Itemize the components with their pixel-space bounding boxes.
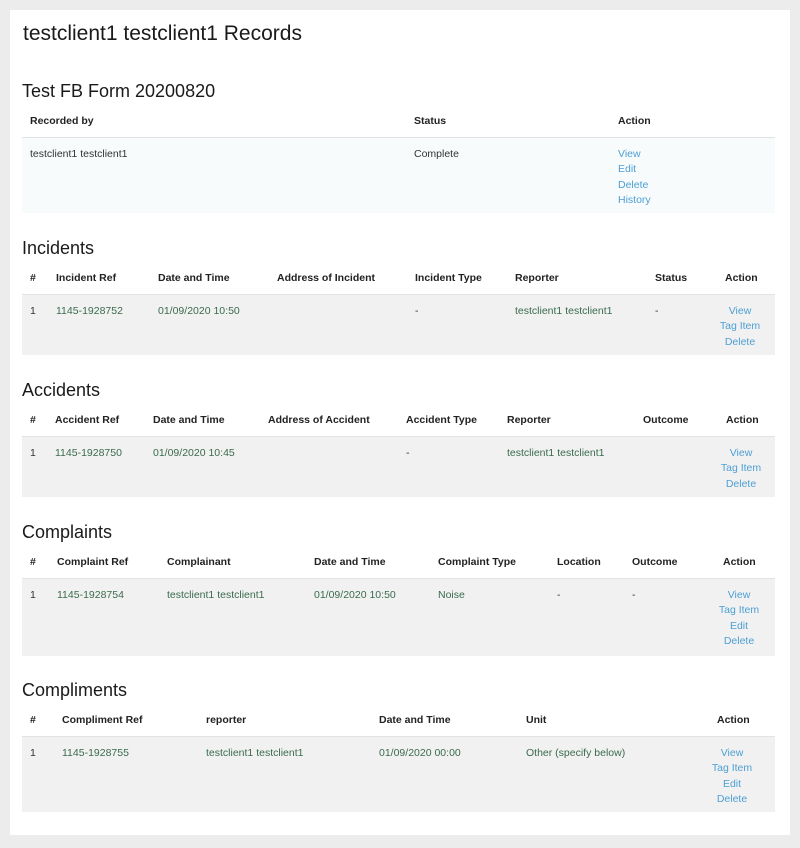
view-link[interactable]: View: [720, 747, 744, 759]
table-header: [22, 405, 775, 437]
accident-type: -: [406, 447, 410, 459]
location: -: [557, 589, 561, 601]
col-address: Address of Accident: [268, 414, 370, 426]
reporter: testclient1 testclient1: [507, 447, 605, 459]
row-number: 1: [30, 747, 36, 759]
table-row: [22, 579, 775, 656]
action-links: [618, 147, 651, 208]
row-number: 1: [30, 305, 36, 317]
row-number: 1: [30, 589, 36, 601]
tag-item-link[interactable]: Tag Item: [719, 320, 761, 333]
col-location: Location: [557, 556, 601, 568]
col-date-time: Date and Time: [153, 414, 225, 426]
edit-link[interactable]: Edit: [618, 163, 637, 176]
compliments-table: [22, 705, 775, 812]
complaint-type: Noise: [438, 589, 465, 601]
table-row: [22, 737, 775, 812]
col-accident-type: Accident Type: [406, 414, 477, 426]
incidents-table: [22, 263, 775, 355]
col-status: Status: [655, 272, 688, 284]
table-header: [22, 705, 775, 737]
col-reporter: Reporter: [515, 272, 559, 284]
row-number: 1: [30, 447, 36, 459]
tag-item-link[interactable]: Tag Item: [711, 762, 753, 775]
incident-ref: 1145-1928752: [56, 305, 123, 317]
col-action: Action: [723, 556, 756, 568]
action-links: [712, 746, 752, 807]
delete-link[interactable]: Delete: [725, 477, 757, 490]
complaint-ref: 1145-1928754: [57, 589, 124, 601]
form-table: [22, 106, 775, 213]
compliments-section: [22, 677, 775, 812]
incident-type: -: [415, 305, 419, 317]
col-complainant: Complainant: [167, 556, 231, 568]
compliment-ref: 1145-1928755: [62, 747, 129, 759]
tag-item-link[interactable]: Tag Item: [718, 604, 760, 617]
reporter: testclient1 testclient1: [515, 305, 613, 317]
col-reporter: Reporter: [507, 414, 551, 426]
history-link[interactable]: History: [618, 193, 651, 206]
date-time: 01/09/2020 00:00: [379, 747, 461, 759]
col-action: Action: [725, 272, 758, 284]
accidents-section: [22, 377, 775, 497]
tag-item-link[interactable]: Tag Item: [720, 462, 762, 475]
delete-link[interactable]: Delete: [724, 335, 756, 348]
col-number: #: [30, 272, 36, 284]
col-incident-ref: Incident Ref: [56, 272, 117, 284]
view-link[interactable]: View: [729, 447, 753, 459]
date-time: 01/09/2020 10:50: [158, 305, 240, 317]
date-time: 01/09/2020 10:50: [314, 589, 396, 601]
date-time: 01/09/2020 10:45: [153, 447, 235, 459]
col-address: Address of Incident: [277, 272, 376, 284]
col-recorded-by: Recorded by: [30, 115, 94, 127]
outcome: -: [632, 589, 636, 601]
incidents-title: Incidents: [22, 238, 95, 258]
col-incident-type: Incident Type: [415, 272, 482, 284]
col-complaint-ref: Complaint Ref: [57, 556, 129, 568]
edit-link[interactable]: Edit: [729, 619, 749, 632]
col-complaint-type: Complaint Type: [438, 556, 516, 568]
compliments-title: Compliments: [22, 680, 128, 700]
records-card: [10, 10, 790, 835]
col-action: Action: [726, 414, 759, 426]
col-outcome: Outcome: [632, 556, 678, 568]
form-title: Test FB Form 20200820: [22, 81, 216, 101]
delete-link[interactable]: Delete: [618, 178, 649, 191]
accidents-title: Accidents: [22, 380, 101, 400]
delete-link[interactable]: Delete: [723, 634, 755, 647]
col-unit: Unit: [526, 714, 547, 726]
reporter: testclient1 testclient1: [206, 747, 304, 759]
unit: Other (specify below): [526, 747, 626, 759]
complaints-table: [22, 547, 775, 656]
view-link[interactable]: View: [727, 589, 751, 601]
col-date-time: Date and Time: [158, 272, 230, 284]
table-header: [22, 106, 775, 138]
col-outcome: Outcome: [643, 414, 689, 426]
table-row: [22, 437, 775, 497]
col-reporter: reporter: [206, 714, 247, 726]
col-compliment-ref: Compliment Ref: [62, 714, 143, 726]
recorded-by-value: testclient1 testclient1: [30, 148, 128, 160]
edit-link[interactable]: Edit: [722, 777, 742, 790]
accidents-table: [22, 405, 775, 497]
col-action: Action: [717, 714, 750, 726]
accident-ref: 1145-1928750: [55, 447, 122, 459]
delete-link[interactable]: Delete: [716, 792, 748, 805]
action-links: [721, 446, 761, 492]
table-header: [22, 547, 775, 579]
complaints-title: Complaints: [22, 522, 113, 542]
col-date-time: Date and Time: [379, 714, 451, 726]
table-row: [22, 138, 775, 213]
col-action: Action: [618, 115, 651, 127]
view-link[interactable]: View: [728, 305, 752, 317]
col-accident-ref: Accident Ref: [55, 414, 120, 426]
col-status: Status: [414, 115, 447, 127]
col-date-time: Date and Time: [314, 556, 386, 568]
col-number: #: [30, 414, 36, 426]
form-section: [22, 78, 775, 213]
incidents-section: [22, 235, 775, 355]
col-number: #: [30, 714, 36, 726]
view-link[interactable]: View: [618, 148, 641, 160]
col-number: #: [30, 556, 36, 568]
action-links: [719, 588, 759, 649]
complainant: testclient1 testclient1: [167, 589, 265, 601]
page-title: testclient1 testclient1 Records: [23, 22, 302, 45]
table-header: [22, 263, 775, 295]
status-value: Complete: [414, 148, 459, 160]
complaints-section: [22, 519, 775, 656]
status: -: [655, 305, 659, 317]
table-row: [22, 295, 775, 355]
action-links: [720, 304, 760, 350]
